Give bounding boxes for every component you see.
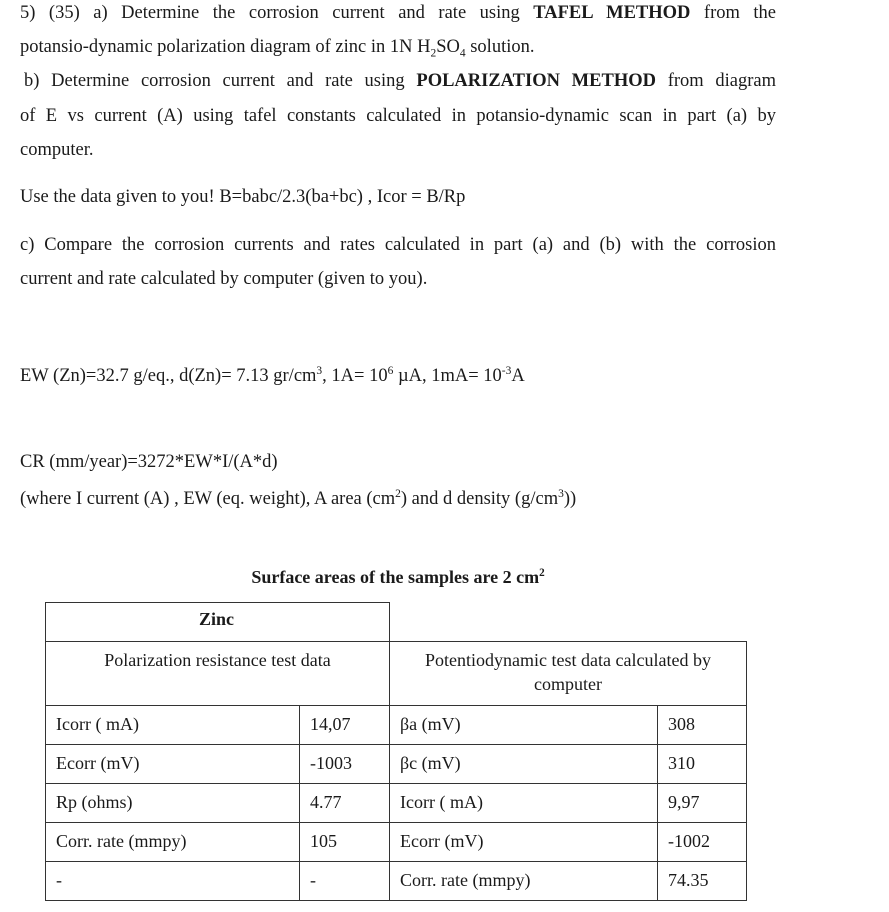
table-cell-text: 4.77 bbox=[310, 792, 342, 812]
table-cell-text: Icorr ( mA) bbox=[56, 714, 139, 734]
question-a-line1 bbox=[20, 4, 776, 23]
formula-legend-part: (where I current (A) , EW (eq. weight), A area (cm bbox=[20, 489, 396, 509]
table-cell-text: - bbox=[310, 870, 316, 890]
superscript: 6 bbox=[387, 364, 394, 377]
table-cell-text: 308 bbox=[668, 714, 695, 734]
constants-part: EW (Zn)=32.7 g/eq., d(Zn)= 7.13 gr/cm bbox=[20, 366, 317, 386]
formula-hint: Use the data given to you! B=babc/2.3(ba+bc) , Icor = B/Rp bbox=[20, 187, 466, 207]
right-label-cell bbox=[389, 822, 658, 862]
right-value-cell bbox=[657, 705, 747, 745]
table-cell-text: Icorr ( mA) bbox=[400, 792, 483, 812]
tafel-method-emphasis: TAFEL METHOD bbox=[533, 3, 691, 23]
left-value-cell bbox=[299, 861, 390, 901]
table-cell-text: -1002 bbox=[668, 831, 710, 851]
right-value-cell bbox=[657, 861, 747, 901]
left-value-cell bbox=[299, 822, 390, 862]
left-label-cell bbox=[45, 783, 300, 823]
table-cell-text: Ecorr (mV) bbox=[56, 753, 140, 773]
table-cell-text: Corr. rate (mmpy) bbox=[400, 870, 531, 890]
subscript: 2 bbox=[430, 47, 437, 60]
table-cell-text: βc (mV) bbox=[400, 753, 461, 773]
superscript: 3 bbox=[558, 487, 564, 500]
zinc-header: Zinc bbox=[199, 609, 235, 629]
left-label-cell bbox=[45, 705, 300, 745]
table-cell-text: 105 bbox=[310, 831, 337, 851]
right-value-cell bbox=[657, 783, 747, 823]
left-value-cell bbox=[299, 705, 390, 745]
question-b-suffix: from diagram bbox=[667, 71, 777, 91]
constants-part: , 1A= 10 bbox=[322, 366, 388, 386]
right-value-cell bbox=[657, 744, 747, 784]
question-b-line2: of E vs current (A) using tafel constants calculated in potansio-dynamic scan in part (a) by bbox=[20, 106, 776, 126]
question-b-line3: computer. bbox=[20, 140, 94, 160]
table-cell-text: 310 bbox=[668, 753, 695, 773]
caption-text: Surface areas of the samples are 2 cm bbox=[251, 567, 540, 587]
left-label-cell bbox=[45, 744, 300, 784]
table-cell-text: 14,07 bbox=[310, 714, 351, 734]
left-value-cell bbox=[299, 744, 390, 784]
table-cell-text: Corr. rate (mmpy) bbox=[56, 831, 187, 851]
question-a-suffix: from the bbox=[703, 3, 777, 23]
table-cell-text: 74.35 bbox=[668, 870, 709, 890]
right-value-cell bbox=[657, 822, 747, 862]
zinc-header-cell bbox=[45, 602, 390, 643]
right-label-cell bbox=[389, 744, 658, 784]
subscript: 4 bbox=[459, 47, 466, 60]
table-cell-text: Rp (ohms) bbox=[56, 792, 133, 812]
question-c-line1: c) Compare the corrosion currents and rates calculated in part (a) and (b) with the corrosion bbox=[20, 235, 776, 255]
left-header: Polarization resistance test data bbox=[104, 650, 331, 670]
table-cell-text: 9,97 bbox=[668, 792, 700, 812]
question-a-text: 5) (35) a) Determine the corrosion current and rate using bbox=[20, 3, 520, 23]
question-a-line2-mid: SO bbox=[436, 37, 460, 57]
table-cell-text: Ecorr (mV) bbox=[400, 831, 484, 851]
right-label-cell bbox=[389, 861, 658, 901]
table-cell-text: -1003 bbox=[310, 753, 352, 773]
superscript: -3 bbox=[501, 364, 512, 377]
table-cell-text: - bbox=[56, 870, 62, 890]
superscript: 2 bbox=[539, 567, 545, 579]
right-label-cell bbox=[389, 783, 658, 823]
right-label-cell bbox=[389, 705, 658, 745]
question-a-line2-text: potansio-dynamic polarization diagram of zinc in 1N H bbox=[20, 37, 431, 57]
right-header-line2: computer bbox=[534, 674, 602, 694]
corrosion-rate-formula: CR (mm/year)=3272*EW*I/(A*d) bbox=[20, 452, 278, 472]
left-header-cell bbox=[45, 641, 390, 707]
formula-legend-part: ) and d density (g/cm bbox=[400, 489, 559, 509]
left-label-cell bbox=[45, 822, 300, 862]
superscript: 3 bbox=[316, 364, 323, 377]
table-cell-text: βa (mV) bbox=[400, 714, 461, 734]
constants-part: A bbox=[511, 366, 525, 386]
polarization-method-emphasis: POLARIZATION METHOD bbox=[416, 71, 656, 91]
question-b-text: b) Determine corrosion current and rate using bbox=[24, 71, 405, 91]
table-caption bbox=[0, 567, 796, 588]
question-b-line1 bbox=[24, 72, 776, 91]
formula-legend-part: )) bbox=[563, 489, 577, 509]
question-a-line2 bbox=[20, 37, 535, 60]
superscript: 2 bbox=[395, 487, 401, 500]
question-a-line2-end: solution. bbox=[465, 37, 535, 57]
constants-line bbox=[20, 364, 525, 386]
left-value-cell bbox=[299, 783, 390, 823]
right-header-cell bbox=[389, 641, 747, 707]
formula-legend bbox=[20, 487, 577, 509]
left-label-cell bbox=[45, 861, 300, 901]
right-header-line1: Potentiodynamic test data calculated by bbox=[425, 650, 711, 670]
constants-part: µA, 1mA= 10 bbox=[393, 366, 502, 386]
question-c-line2: current and rate calculated by computer (given to you). bbox=[20, 269, 428, 289]
